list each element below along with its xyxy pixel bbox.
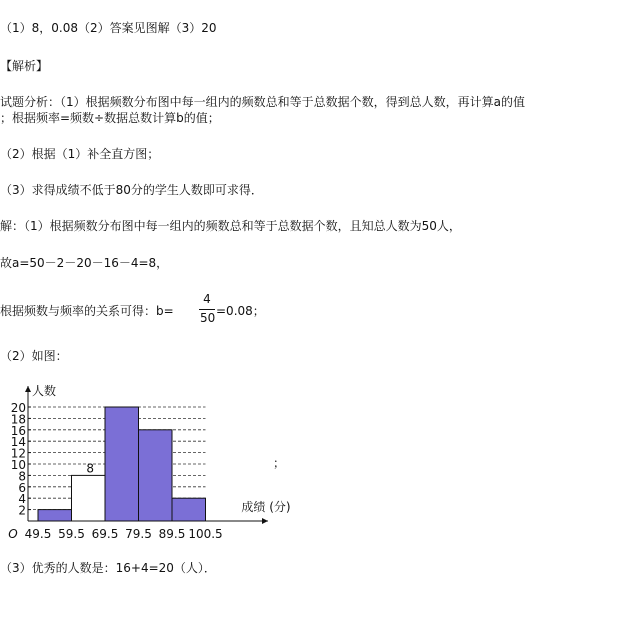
x-axis-arrow — [262, 518, 268, 524]
y-tick-label: 8 — [18, 469, 26, 484]
y-tick-label: 4 — [18, 492, 26, 507]
bar-data-label: 8 — [86, 461, 95, 476]
answer-line: （1）8，0.08（2）答案见图解（3）20 — [0, 21, 217, 35]
solution-line-2: 故a=50－2－20－16－4=8， — [0, 256, 169, 270]
y-tick-label: 2 — [18, 503, 26, 518]
solution-part-2: （2）如图： — [0, 349, 68, 363]
analysis-step-2: （2）根据（1）补全直方图； — [0, 147, 160, 161]
semicolon: ； — [273, 456, 286, 470]
y-axis-label: 人数 — [32, 384, 57, 398]
histogram-bar — [172, 498, 206, 521]
x-tick-label: 49.5 — [24, 527, 52, 541]
y-tick-label: 18 — [10, 412, 26, 427]
x-axis-label: 成绩 (分) — [241, 500, 291, 514]
y-tick-label: 14 — [10, 435, 26, 450]
histogram-chart — [0, 378, 300, 548]
solution-line-3-prefix: 根据频数与频率的关系可得：b= — [0, 304, 174, 318]
analysis-line-1: 试题分析：（1）根据频数分布图中每一组内的频数总和等于总数据个数，得到总人数，再计算a的值 — [0, 95, 525, 109]
solution-part-3: （3）优秀的人数是：16+4=20（人）． — [0, 561, 216, 575]
y-tick-label: 12 — [10, 446, 26, 461]
histogram-bar — [38, 510, 72, 521]
y-tick-label: 16 — [10, 423, 26, 438]
x-tick-label: 89.5 — [158, 527, 186, 541]
histogram-bar — [139, 430, 173, 521]
fraction-denominator: 50 — [200, 311, 216, 325]
analysis-line-2: ；根据频率=频数÷数据总数计算b的值； — [0, 111, 220, 125]
origin-label: O — [8, 527, 18, 541]
y-tick-label: 10 — [10, 458, 26, 472]
x-tick-label: 100.5 — [188, 527, 223, 541]
section-title: 【解析】 — [0, 59, 49, 73]
histogram-bar — [72, 475, 106, 521]
fraction-numerator: 4 — [203, 292, 211, 306]
solution-line-1: 解：（1）根据频数分布图中每一组内的频数总和等于总数据个数，且知总人数为50人， — [0, 219, 461, 233]
y-axis-arrow — [25, 386, 31, 392]
x-tick-label: 79.5 — [125, 527, 152, 541]
fraction-bar — [199, 309, 215, 310]
y-tick-label: 6 — [18, 480, 26, 495]
solution-line-3-suffix: =0.08； — [216, 304, 265, 318]
y-tick-label: 20 — [10, 401, 26, 415]
analysis-step-3: （3）求得成绩不低于80分的学生人数即可求得． — [0, 183, 263, 197]
x-tick-label: 59.5 — [58, 527, 85, 541]
histogram-bar — [105, 407, 139, 521]
x-tick-label: 69.5 — [91, 527, 119, 541]
